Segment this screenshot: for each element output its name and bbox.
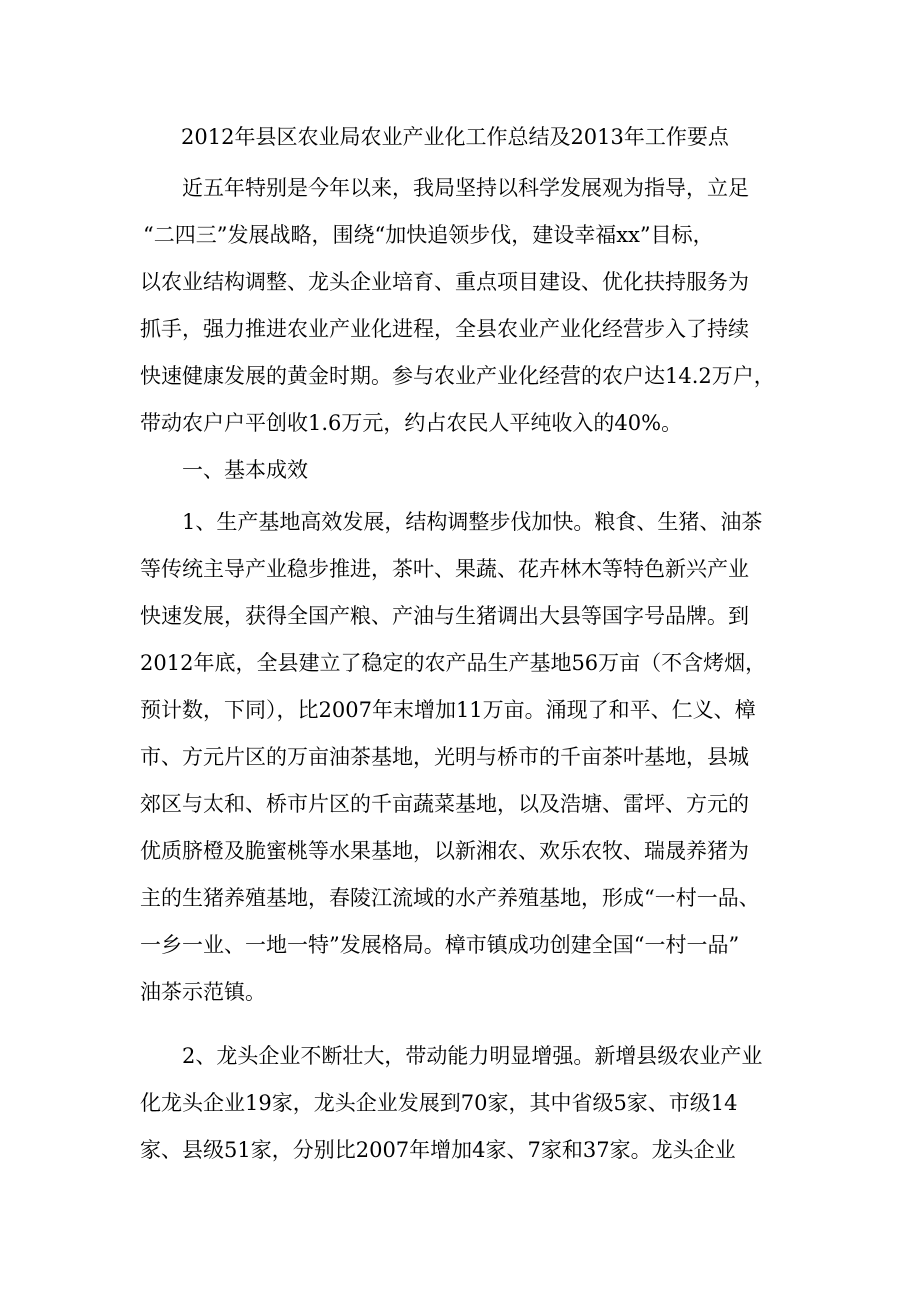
paragraph-line: 一乡一业、一地一特”发展格局。樟市镇成功创建全国“一村一品” xyxy=(140,933,740,957)
paragraph-line: 市、方元片区的万亩油茶基地，光明与桥市的千亩茶叶基地，县城 xyxy=(140,745,749,769)
paragraph-line: 油茶示范镇。 xyxy=(140,980,266,1004)
paragraph-line: 快速发展，获得全国产粮、产油与生猪调出大县等国字号品牌。到 xyxy=(140,604,749,628)
paragraph-line: 优质脐橙及脆蜜桃等水果基地，以新湘农、欢乐农牧、瑞晟养猪为 xyxy=(140,839,749,863)
paragraph-line: 家、县级51家，分别比2007年增加4家、7家和37家。龙头企业 xyxy=(140,1138,736,1162)
paragraph-line: 主的生猪养殖基地，春陵江流域的水产养殖基地，形成“一村一品、 xyxy=(140,886,760,910)
paragraph-line: 预计数，下同），比2007年末增加11万亩。涌现了和平、仁义、樟 xyxy=(140,698,756,722)
paragraph-line: 郊区与太和、桥市片区的千亩蔬菜基地，以及浩塘、雷坪、方元的 xyxy=(140,792,749,816)
intro-line: “二四三”发展战略，围绕“加快追领步伐，建设幸福xx”目标， xyxy=(143,223,714,247)
paragraph-line: 1、生产基地高效发展，结构调整步伐加快。粮食、生猪、油茶 xyxy=(182,510,763,534)
intro-line: 近五年特别是今年以来，我局坚持以科学发展观为指导，立足 xyxy=(182,176,749,200)
document-title: 2012年县区农业局农业产业化工作总结及2013年工作要点 xyxy=(181,125,729,149)
intro-line: 快速健康发展的黄金时期。参与农业产业化经营的农户达14.2万户， xyxy=(140,364,775,388)
intro-line: 带动农户户平创收1.6万元，约占农民人平纯收入的40%。 xyxy=(140,411,683,435)
paragraph-line: 2、龙头企业不断壮大，带动能力明显增强。新增县级农业产业 xyxy=(182,1044,763,1068)
paragraph-line: 2012年底，全县建立了稳定的农产品生产基地56万亩（不含烤烟， xyxy=(140,651,767,675)
paragraph-line: 化龙头企业19家，龙头企业发展到70家，其中省级5家、市级14 xyxy=(140,1091,738,1115)
intro-line: 以农业结构调整、龙头企业培育、重点项目建设、优化扶持服务为 xyxy=(140,270,749,294)
section-heading: 一、基本成效 xyxy=(182,458,308,482)
paragraph-line: 等传统主导产业稳步推进，茶叶、果蔬、花卉林木等特色新兴产业 xyxy=(140,557,749,581)
intro-line: 抓手，强力推进农业产业化进程，全县农业产业化经营步入了持续 xyxy=(140,317,749,341)
